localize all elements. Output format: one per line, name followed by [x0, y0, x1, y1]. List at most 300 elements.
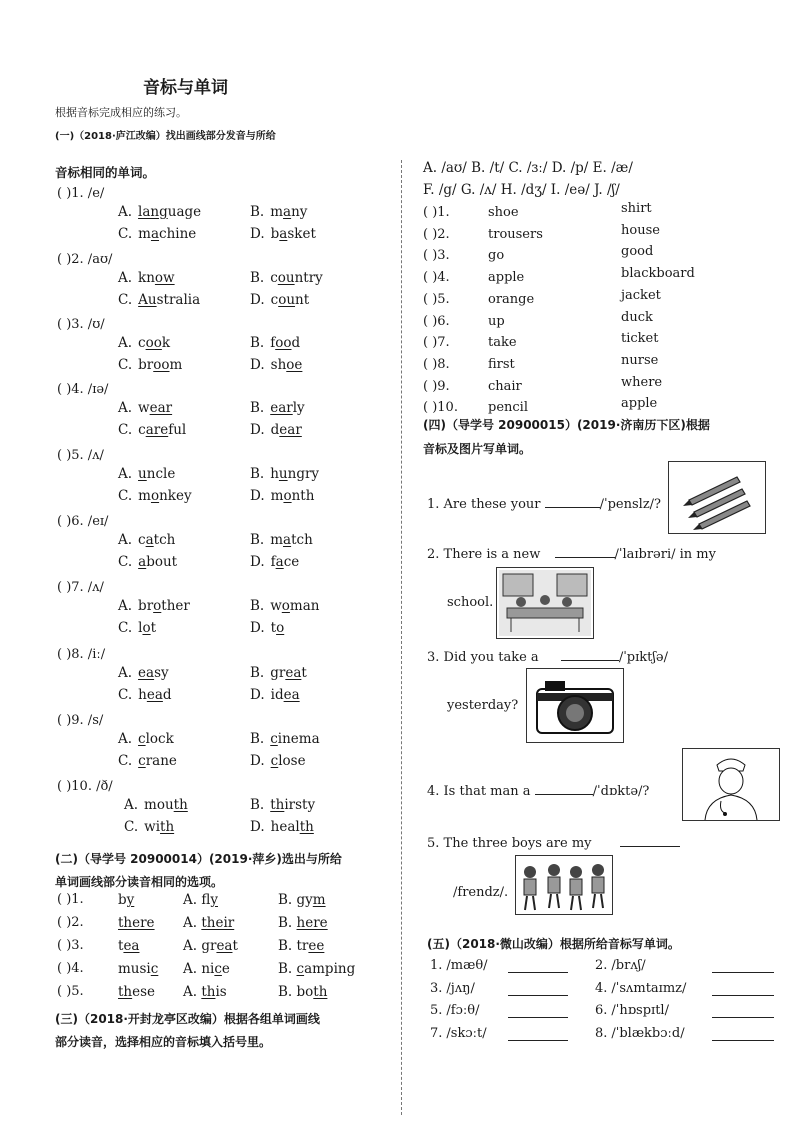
word-part: is	[215, 984, 227, 1000]
option-label: A.	[118, 731, 133, 747]
word-option	[183, 915, 234, 931]
underlined-part: a	[279, 226, 288, 242]
option-a	[118, 204, 201, 220]
word-left: orange	[488, 291, 535, 307]
option-label: B.	[250, 665, 265, 681]
page-title: 音标与单词	[143, 78, 228, 98]
ipa-text: /fɔːθ/	[446, 1003, 480, 1018]
word-left: trousers	[488, 226, 543, 242]
word-part: t	[301, 665, 307, 681]
option-a	[118, 400, 172, 416]
underlined-part: ou	[277, 270, 295, 286]
answer-blank[interactable]	[508, 981, 568, 996]
ipa-item	[595, 1003, 669, 1018]
word-option	[118, 938, 139, 954]
q4-3-text-b: yesterday?	[447, 698, 519, 713]
ipa-text: /brʌʃ/	[611, 958, 646, 973]
word-part: ther	[161, 598, 190, 614]
ipa-item	[595, 958, 646, 973]
option-d	[250, 422, 302, 438]
word-part: c	[138, 532, 146, 548]
word-part: ce	[283, 554, 300, 570]
option-d	[250, 819, 314, 835]
underlined-part: th	[201, 984, 216, 1000]
underlined-part: ee	[308, 938, 325, 954]
underlined-part: Au	[138, 292, 157, 308]
word-part: c	[138, 422, 146, 438]
word-part: wi	[144, 819, 161, 835]
underlined-part: a	[283, 532, 292, 548]
underlined-part: here	[296, 915, 328, 931]
option-b	[250, 797, 315, 813]
item-number: 4.	[595, 980, 608, 996]
word-part: h	[138, 687, 147, 703]
underlined-part: a	[283, 204, 292, 220]
word-part: stralia	[156, 292, 201, 308]
word-right: duck	[621, 309, 653, 325]
option-c	[118, 687, 172, 703]
word-part: man	[289, 598, 320, 614]
option-a	[118, 335, 170, 351]
underlined-part: c	[138, 753, 146, 769]
question-number[interactable]: ( )6. /eɪ/	[57, 514, 109, 529]
item-number: 5.	[430, 1003, 443, 1018]
question-number[interactable]: ( )2.	[57, 915, 84, 930]
question-number[interactable]: ( )6.	[423, 313, 450, 329]
word-part: rane	[145, 753, 177, 769]
word-right: ticket	[621, 331, 659, 347]
word-option	[278, 984, 327, 1000]
ipa-text: /skɔːt/	[446, 1025, 487, 1041]
word-part: id	[270, 687, 284, 703]
option-label: B.	[250, 598, 265, 614]
section-3-heading: (三)（2018·开封龙亭区改编）根据各组单词画线	[55, 1012, 320, 1026]
answer-blank[interactable]	[508, 1026, 568, 1041]
word-right: blackboard	[621, 266, 695, 282]
q4-2-text-b: school.	[447, 595, 494, 610]
word-left: first	[488, 356, 515, 372]
word-left: go	[488, 248, 505, 264]
underlined-part: th	[270, 797, 285, 813]
word-option	[278, 961, 355, 977]
word-part: A. fl	[183, 892, 211, 908]
option-b	[250, 532, 313, 548]
answer-blank[interactable]	[712, 981, 774, 996]
q4-5-text-b: /frendz/.	[453, 885, 509, 900]
question-number[interactable]: ( )8.	[423, 356, 450, 372]
underlined-part: oo	[153, 357, 170, 373]
word-part: B. tr	[278, 938, 309, 954]
option-b	[250, 731, 320, 747]
underlined-part: lang	[138, 204, 168, 220]
word-option	[183, 984, 227, 1000]
word-part: A.	[183, 984, 202, 1000]
word-part: ngry	[287, 466, 320, 482]
word-part: heal	[270, 819, 300, 835]
option-label: D.	[250, 687, 265, 703]
word-part: gr	[270, 665, 286, 681]
word-left: chair	[488, 378, 522, 394]
underlined-part: ou	[278, 292, 296, 308]
word-part: sket	[287, 226, 316, 242]
option-label: C.	[118, 753, 133, 769]
word-part: B. bo	[278, 984, 314, 1000]
word-part: lose	[278, 753, 306, 769]
underlined-part: c	[138, 731, 146, 747]
underlined-part: oe	[286, 357, 303, 373]
word-part: tch	[153, 532, 176, 548]
option-d	[250, 554, 299, 570]
option-label: D.	[250, 554, 265, 570]
word-part: l	[138, 620, 143, 636]
word-part: musi	[118, 961, 151, 977]
ipa-text: /ˈhɒspɪtl/	[611, 1003, 669, 1018]
option-label: C.	[118, 687, 133, 703]
answer-blank[interactable]	[712, 1003, 774, 1018]
question-number[interactable]: ( )9. /s/	[57, 713, 104, 728]
option-label: A.	[118, 400, 133, 416]
word-right: shirt	[621, 201, 652, 216]
question-number[interactable]: ( )2.	[423, 226, 450, 242]
word-option	[183, 938, 238, 954]
pencils-icon	[669, 462, 765, 533]
option-a	[118, 731, 174, 747]
word-part: A. gr	[183, 938, 217, 954]
ipa-item	[430, 958, 488, 973]
underlined-part: o	[150, 488, 160, 504]
option-a	[118, 665, 169, 681]
underlined-part: c	[150, 961, 159, 977]
ipa-item	[430, 1003, 479, 1018]
item-number: 1.	[430, 958, 443, 973]
pencils-image	[668, 461, 766, 534]
underlined-part: o	[281, 598, 290, 614]
option-c	[118, 226, 196, 242]
option-label: A.	[118, 466, 133, 482]
underlined-part: y	[126, 892, 135, 908]
underlined-part: a	[145, 532, 154, 548]
option-label: C.	[124, 819, 139, 835]
question-number[interactable]: ( )1.	[423, 205, 450, 220]
word-part: ny	[291, 204, 308, 220]
question-number[interactable]: ( )3.	[423, 248, 450, 264]
ipa-item	[595, 981, 686, 996]
underlined-part: ea	[123, 938, 140, 954]
ipa-text: /mæθ/	[446, 958, 488, 973]
option-label: A.	[118, 598, 133, 614]
option-c	[118, 357, 182, 373]
word-right: house	[621, 222, 660, 238]
underlined-part: m	[312, 892, 326, 908]
word-part: mou	[144, 797, 174, 813]
friends-icon	[516, 856, 612, 914]
word-part: nkey	[159, 488, 192, 504]
option-label: C.	[118, 357, 133, 373]
underlined-part: ea	[216, 938, 233, 954]
underlined-part: th	[160, 819, 175, 835]
underlined-part: oo	[145, 335, 162, 351]
word-part: B.	[278, 961, 297, 977]
word-part: t	[118, 938, 124, 954]
option-label: D.	[250, 292, 265, 308]
word-part: b	[118, 892, 127, 908]
item-number: 6.	[595, 1003, 608, 1018]
question-number[interactable]: ( )4.	[57, 961, 84, 976]
ipa-text: /jʌŋ/	[446, 980, 475, 996]
word-option	[118, 984, 155, 1000]
option-b	[250, 335, 300, 351]
question-number[interactable]: ( )2. /aʊ/	[57, 252, 113, 267]
question-number[interactable]: ( )5.	[423, 291, 450, 307]
instructions: 根据音标完成相应的练习。	[55, 106, 187, 119]
question-number[interactable]: ( )8. /iː/	[57, 647, 106, 662]
word-part: A.	[183, 915, 202, 931]
item-number: 3.	[430, 980, 443, 996]
word-part: m	[270, 532, 284, 548]
camera-image	[526, 668, 624, 743]
word-part: tch	[291, 532, 313, 548]
word-part: uage	[167, 204, 202, 220]
option-label: B.	[250, 731, 265, 747]
word-option	[118, 892, 134, 908]
underlined-part: c	[214, 961, 222, 977]
word-part: B.	[278, 915, 297, 931]
library-icon	[497, 568, 593, 638]
word-option	[118, 915, 155, 931]
option-label: A.	[118, 204, 133, 220]
answer-blank[interactable]	[545, 493, 600, 508]
option-label: D.	[250, 422, 265, 438]
question-number[interactable]: ( )5. /ʌ/	[57, 448, 104, 463]
word-option	[278, 915, 328, 931]
option-d	[250, 292, 309, 308]
word-part: irsty	[284, 797, 316, 813]
word-part: d	[291, 335, 301, 351]
library-image	[496, 567, 594, 639]
q4-4-text: 4. Is that man a /ˈdɒktə/?	[427, 780, 649, 799]
word-part: b	[270, 226, 280, 242]
word-part: nth	[291, 488, 315, 504]
word-part: c	[138, 335, 146, 351]
option-label: C.	[118, 488, 133, 504]
question-number[interactable]: ( )10.	[423, 400, 458, 416]
word-part: ly	[292, 400, 305, 416]
question-number[interactable]: ( )3. /ʊ/	[57, 317, 105, 332]
option-label: B.	[250, 204, 265, 220]
word-part: e	[221, 961, 230, 977]
question-number[interactable]: ( )7. /ʌ/	[57, 580, 104, 595]
phonetic-options-row-1: A. /aʊ/ B. /t/ C. /ɜː/ D. /p/ E. /æ/	[423, 160, 633, 176]
option-b	[250, 270, 323, 286]
question-number[interactable]: ( )3.	[57, 938, 84, 953]
section-2-heading-2: 单词画线部分读音相同的选项。	[55, 875, 224, 889]
underlined-part: their	[201, 915, 235, 931]
option-d	[250, 620, 284, 636]
question-number[interactable]: ( )1. /e/	[57, 186, 105, 201]
word-part: h	[270, 466, 279, 482]
word-part: k	[161, 335, 171, 351]
option-b	[250, 400, 305, 416]
answer-blank[interactable]	[508, 958, 568, 973]
ipa-item	[430, 981, 475, 996]
option-a	[118, 270, 175, 286]
option-label: B.	[250, 270, 265, 286]
word-left: apple	[488, 270, 525, 286]
question-number[interactable]: ( )9.	[423, 378, 450, 394]
answer-blank[interactable]	[555, 543, 615, 558]
word-part: amping	[304, 961, 356, 977]
word-option	[278, 938, 324, 954]
doctor-image	[682, 748, 780, 821]
word-part: A. ni	[183, 961, 215, 977]
question-number[interactable]: ( )4.	[423, 270, 450, 286]
section-1-heading-2: 音标相同的单词。	[55, 165, 156, 180]
word-part: d	[270, 422, 280, 438]
answer-blank[interactable]	[620, 832, 680, 847]
question-number[interactable]: ( )4. /ɪə/	[57, 382, 109, 397]
option-b	[250, 204, 307, 220]
option-label: A.	[124, 797, 139, 813]
word-part: f	[270, 554, 276, 570]
word-option	[278, 892, 326, 908]
question-number[interactable]: ( )5.	[57, 984, 84, 999]
option-d	[250, 687, 300, 703]
word-part: m	[270, 488, 284, 504]
word-part: lock	[145, 731, 174, 747]
item-number: 2.	[595, 958, 608, 973]
word-part: br	[138, 357, 154, 373]
option-b	[250, 466, 319, 482]
word-part: chine	[159, 226, 197, 242]
item-number: 7.	[430, 1025, 443, 1041]
underlined-part: th	[173, 797, 188, 813]
word-option	[118, 961, 158, 977]
word-part: w	[270, 598, 282, 614]
word-part: ese	[132, 984, 156, 1000]
option-label: A.	[118, 665, 133, 681]
answer-blank[interactable]	[508, 1003, 568, 1018]
option-label: D.	[250, 488, 265, 504]
option-label: C.	[118, 620, 133, 636]
doctor-icon	[683, 749, 779, 820]
option-d	[250, 357, 302, 373]
ipa-item	[595, 1026, 685, 1041]
q4-3-text: 3. Did you take a /ˈpɪktʃə/	[427, 646, 668, 665]
q4-5-text: 5. The three boys are my	[427, 832, 680, 851]
option-c	[118, 554, 177, 570]
word-right: apple	[621, 396, 658, 412]
word-part: bout	[146, 554, 178, 570]
question-number[interactable]: ( )10. /ð/	[57, 779, 113, 794]
underlined-part: ear	[279, 422, 302, 438]
underlined-part: ea	[146, 687, 163, 703]
ipa-text: /ˈsʌmtaɪmz/	[611, 980, 687, 996]
option-c	[118, 488, 192, 504]
option-label: D.	[250, 753, 265, 769]
underlined-part: ea	[285, 665, 302, 681]
option-label: D.	[250, 620, 265, 636]
section-3-heading-2: 部分读音，选择相应的音标填入括号里。	[55, 1035, 272, 1049]
underlined-part: oo	[275, 335, 292, 351]
underlined-part: c	[270, 753, 279, 769]
underlined-part: o	[276, 620, 285, 636]
underlined-part: o	[283, 488, 292, 504]
word-left: up	[488, 313, 505, 329]
underlined-part: c	[270, 731, 278, 747]
word-left: take	[488, 335, 517, 351]
word-right: nurse	[621, 352, 659, 368]
ipa-item	[430, 1026, 487, 1041]
option-label: D.	[250, 226, 265, 242]
underlined-part: th	[313, 984, 328, 1000]
underlined-part: o	[153, 598, 162, 614]
answer-blank[interactable]	[712, 1026, 774, 1041]
option-label: B.	[250, 797, 265, 813]
section-4-heading-2: 音标及图片写单词。	[423, 442, 532, 456]
option-label: A.	[118, 270, 133, 286]
column-divider	[401, 160, 402, 1115]
word-part: ntry	[294, 270, 323, 286]
word-part: ful	[168, 422, 187, 438]
ipa-text: /ˈblækbɔːd/	[611, 1025, 685, 1041]
underlined-part: o	[142, 620, 151, 636]
option-a	[118, 598, 190, 614]
underlined-part: ear	[149, 400, 173, 416]
option-d	[250, 488, 314, 504]
option-a	[118, 466, 175, 482]
word-right: good	[621, 244, 654, 260]
item-number: 8.	[595, 1025, 608, 1041]
option-label: C.	[118, 554, 133, 570]
underlined-part: ea	[138, 665, 155, 681]
option-a	[124, 797, 188, 813]
section-1-heading: (一)（2018·庐江改编）找出画线部分发音与所给	[55, 131, 276, 142]
word-part: m	[169, 357, 183, 373]
word-left: pencil	[488, 400, 528, 416]
option-c	[118, 292, 200, 308]
option-label: B.	[250, 335, 265, 351]
answer-blank[interactable]	[535, 780, 593, 795]
word-part: c	[270, 270, 278, 286]
q4-1-text: 1. Are these your /ˈpenslz/?	[427, 493, 661, 512]
question-number[interactable]: ( )1.	[57, 892, 84, 907]
word-part: w	[138, 400, 150, 416]
underlined-part: a	[138, 554, 147, 570]
underlined-part: there	[118, 915, 155, 931]
word-right: jacket	[621, 287, 661, 303]
option-b	[250, 598, 319, 614]
word-part: m	[138, 488, 151, 504]
word-part: d	[162, 687, 172, 703]
option-label: B.	[250, 400, 265, 416]
answer-blank[interactable]	[561, 646, 619, 661]
camera-icon	[527, 669, 623, 742]
section-4-heading: (四)（导学号 20900015）(2019·济南历下区)根据	[423, 418, 710, 432]
underlined-part: ow	[154, 270, 175, 286]
friends-image	[515, 855, 613, 915]
option-c	[124, 819, 174, 835]
underlined-part: ear	[270, 400, 293, 416]
question-number[interactable]: ( )7.	[423, 335, 450, 351]
option-label: C.	[118, 292, 133, 308]
answer-blank[interactable]	[712, 958, 774, 973]
word-part: B. gy	[278, 892, 313, 908]
word-part: t	[270, 620, 277, 636]
underlined-part: y	[210, 892, 218, 908]
word-part: ncle	[146, 466, 176, 482]
option-label: A.	[118, 335, 133, 351]
word-part: nt	[295, 292, 310, 308]
